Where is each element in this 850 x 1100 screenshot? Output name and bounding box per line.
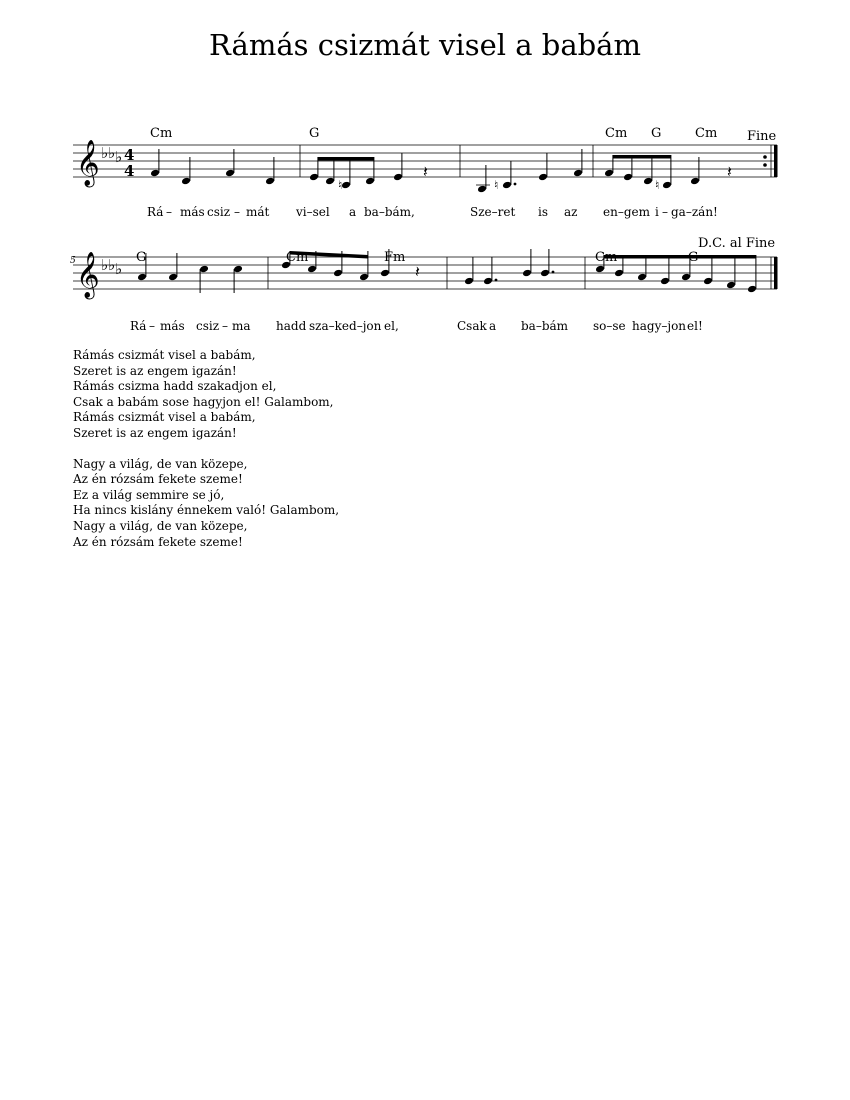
lyric-syllable: sza–ked–jon: [309, 319, 382, 333]
quarter-rest-icon: 𝄽: [727, 162, 732, 181]
verse-line: Nagy a világ, de van közepe,: [73, 456, 248, 471]
lyric-syllable: vi–sel: [296, 205, 330, 219]
lyric-syllable: csiz: [196, 319, 220, 333]
lyric-syllable: Rá: [147, 205, 164, 219]
lyric-syllable: a: [489, 319, 497, 333]
verse-stanza-2: [73, 457, 339, 551]
chord-symbol: Cm: [695, 126, 718, 141]
verse-line: Rámás csizmát visel a babám,: [73, 348, 256, 362]
verse-line: Csak a babám sose hagyjon el! Galambom,: [73, 394, 334, 409]
measure-number: 5: [70, 256, 76, 266]
lyric-syllable: mát: [246, 205, 270, 219]
verse-line: Az én rózsám fekete szeme!: [73, 534, 243, 549]
treble-clef-icon: 𝄞: [76, 140, 100, 186]
verse-line: Ha nincs kislány énnekem való! Galambom,: [73, 503, 340, 518]
music-score: [0, 0, 850, 340]
natural-icon: ♮: [338, 178, 343, 192]
final-barline: [774, 257, 778, 289]
chord-symbol: G: [136, 250, 147, 265]
lyric-hyphen: –: [149, 319, 155, 333]
verse-line: Rámás csizmát visel a babám,: [73, 410, 256, 425]
lyric-syllable: hagy–jon: [632, 319, 687, 333]
end-repeat-barline: [774, 145, 778, 177]
chord-symbol: G: [688, 250, 699, 265]
lyric-syllable: a: [349, 205, 357, 219]
chord-symbol: G: [309, 126, 320, 141]
verses-block: [73, 348, 339, 565]
verse-line: Nagy a világ, de van közepe,: [73, 518, 248, 533]
chord-symbol: Fm: [384, 250, 406, 265]
chord-symbol: Cm: [595, 250, 618, 265]
chord-symbol: Cm: [286, 250, 309, 265]
flat-icon: ♭: [101, 144, 109, 162]
time-signature-icon: 4: [124, 162, 135, 180]
fine-marking: Fine: [747, 129, 777, 144]
lyric-syllable: más: [180, 205, 205, 219]
beam: [613, 155, 671, 159]
lyric-syllable: hadd: [276, 319, 307, 333]
lyric-syllable: is: [538, 205, 548, 219]
lyric-hyphen: –: [234, 205, 240, 219]
flat-icon: ♭: [115, 148, 123, 166]
time-signature-icon: 4: [124, 146, 135, 164]
note-dot: [495, 279, 498, 282]
beam: [604, 255, 756, 259]
lyric-hyphen: –: [662, 205, 668, 219]
lyric-syllable: el,: [384, 319, 399, 333]
flat-icon: ♭: [115, 260, 123, 278]
repeat-dot: [763, 163, 767, 167]
repeat-dot: [763, 155, 767, 159]
lyric-hyphen: –: [166, 205, 172, 219]
chord-symbol: Cm: [150, 126, 173, 141]
lyric-syllable: az: [564, 205, 578, 219]
lyric-syllable: ba–bám,: [364, 205, 415, 219]
lyric-syllable: más: [160, 319, 185, 333]
dc-al-fine-marking: D.C. al Fine: [698, 236, 776, 251]
lyric-syllable: Rá: [130, 319, 147, 333]
natural-icon: ♮: [655, 178, 660, 192]
lyric-syllable: so–se: [593, 319, 626, 333]
lyric-syllable: el!: [687, 319, 703, 333]
verse-line: Ez a világ semmire se jó,: [73, 487, 225, 502]
lyric-syllable: Sze–ret: [470, 205, 516, 219]
flat-icon: ♭: [108, 144, 116, 162]
verse-line: Szeret is az engem igazán!: [73, 363, 237, 378]
note-dot: [552, 271, 555, 274]
verse-line: Szeret is az engem igazán!: [73, 425, 237, 440]
verse-line: Rámás csizma hadd szakadjon el,: [73, 379, 277, 394]
lyric-syllable: en–gem: [603, 205, 650, 219]
quarter-rest-icon: 𝄽: [415, 262, 420, 281]
lyric-syllable: ga–zán!: [671, 205, 718, 219]
lyric-syllable: Csak: [457, 319, 487, 333]
lyric-syllable: i: [655, 205, 659, 219]
flat-icon: ♭: [108, 256, 116, 274]
treble-clef-icon: 𝄞: [76, 252, 100, 298]
quarter-rest-icon: 𝄽: [423, 162, 428, 181]
verse-stanza-1: [73, 348, 339, 442]
chord-symbol: Cm: [605, 126, 628, 141]
lyric-hyphen: –: [222, 319, 228, 333]
verse-line: Az én rózsám fekete szeme!: [73, 472, 243, 487]
note-dot: [514, 183, 517, 186]
lyric-syllable: ba–bám: [521, 319, 569, 333]
chord-symbol: G: [651, 126, 662, 141]
flat-icon: ♭: [101, 256, 109, 274]
beam: [318, 157, 374, 161]
lyric-syllable: csiz: [207, 205, 231, 219]
score-title: Rámás csizmát visel a babám: [209, 28, 641, 62]
lyric-syllable: ma: [232, 319, 251, 333]
natural-icon: ♮: [494, 178, 499, 192]
